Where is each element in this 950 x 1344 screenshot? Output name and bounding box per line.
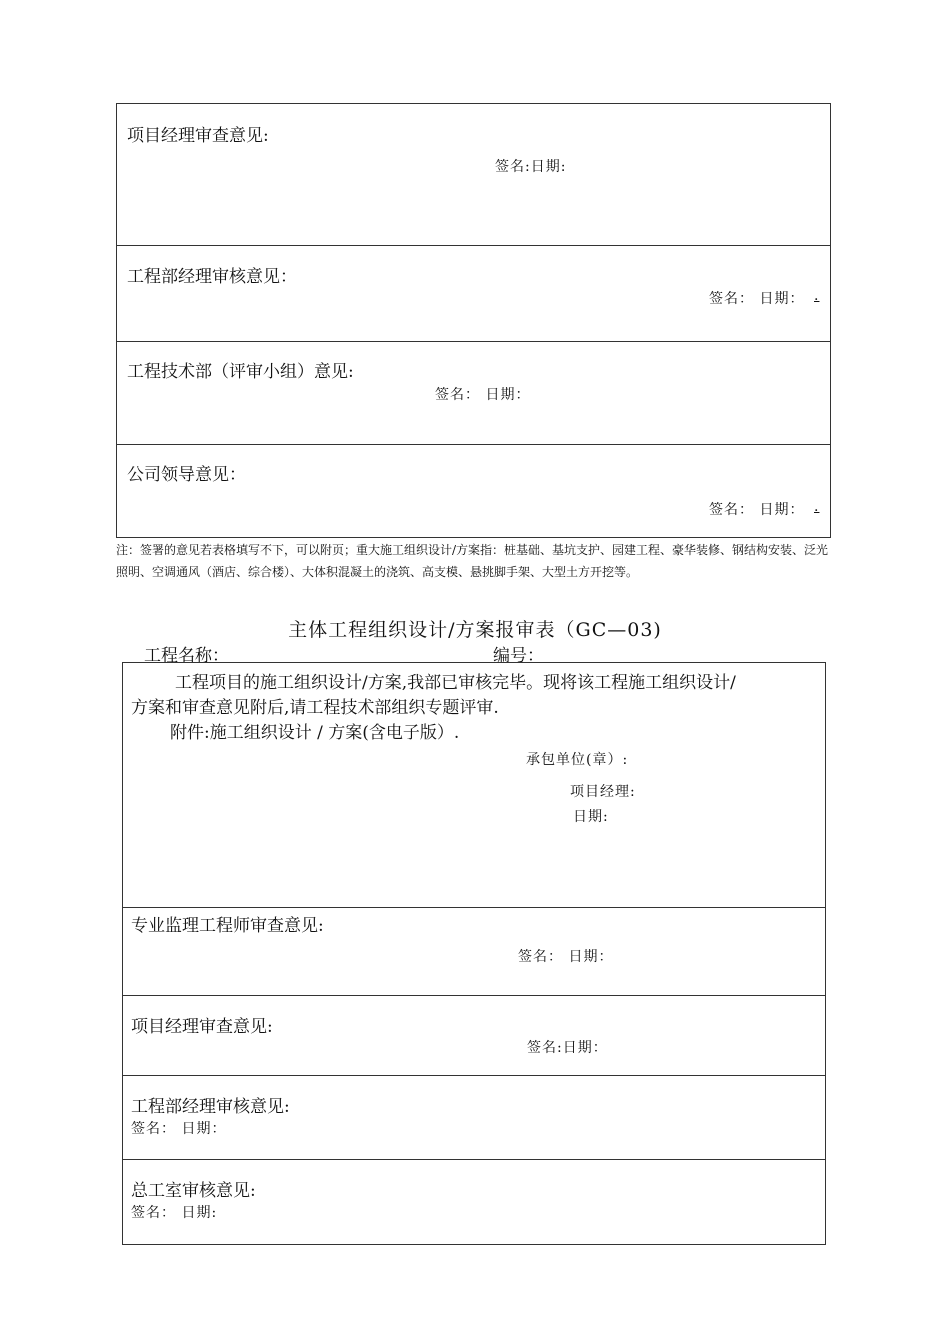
signature-date-field[interactable]: 签名： 日期: (131, 1205, 218, 1221)
row-label: 工程技术部（评审小组）意见: (127, 362, 354, 382)
row-supervisor-review (123, 908, 825, 996)
row-label: 项目经理审查意见: (131, 1017, 273, 1037)
row-project-manager-review (117, 104, 830, 246)
row-label: 工程部经理审核意见： (127, 267, 297, 287)
row-label: 工程部经理审核意见: (131, 1097, 290, 1117)
review-table-1 (116, 103, 831, 538)
row-label: 项目经理审查意见: (127, 126, 269, 146)
attachment-line: 附件:施工组织设计 / 方案(含电子版）. (170, 723, 460, 743)
date-blank[interactable]: . (814, 288, 820, 304)
row-submission (123, 663, 825, 908)
date-blank[interactable]: . (814, 499, 820, 515)
signature-date-field[interactable]: 签名:日期: (495, 159, 567, 175)
intro-line-1: 工程项目的施工组织设计/方案,我部已审核完毕。现将该工程施工组织设计/ (175, 673, 736, 693)
signature-date-field[interactable]: 签名:日期： (527, 1040, 608, 1056)
row-engineering-manager-review-2 (123, 1076, 825, 1160)
row-chief-engineer-review (123, 1160, 825, 1244)
intro-line-2: 方案和审查意见附后,请工程技术部组织专题评审. (131, 698, 499, 718)
row-label: 总工室审核意见: (131, 1181, 256, 1201)
date-field[interactable]: 日期: (573, 809, 609, 825)
row-project-manager-review-2 (123, 996, 825, 1076)
signature-date-field[interactable]: 签名： 日期： (709, 502, 805, 518)
review-table-2 (122, 662, 826, 1245)
signature-date-field[interactable]: 签名： 日期： (131, 1121, 227, 1137)
project-name-label: 工程名称： (144, 646, 229, 666)
footnote: 注：签署的意见若表格填写不下，可以附页；重大施工组织设计/方案指：桩基础、基坑支护、园建工程、豪华装修、钢结构安装、泛光照明、空调通风（酒店、综合楼）、大体积混凝土的浇筑、高支模、悬挑脚手架、大型土方开挖等。 (116, 543, 829, 579)
row-label: 公司领导意见： (127, 465, 246, 485)
contractor-seal-field[interactable]: 承包单位(章）: (526, 752, 629, 768)
row-company-leader-review (117, 445, 830, 537)
form-title: 主体工程组织设计/方案报审表（GC—03) (288, 619, 662, 641)
row-tech-department-review (117, 342, 830, 445)
row-label: 专业监理工程师审查意见: (131, 916, 324, 936)
signature-date-field[interactable]: 签名： 日期： (435, 387, 531, 403)
project-manager-field[interactable]: 项目经理: (570, 784, 636, 800)
signature-date-field[interactable]: 签名： 日期： (709, 291, 805, 307)
number-label: 编号： (493, 646, 544, 666)
row-engineering-manager-review (117, 246, 830, 342)
signature-date-field[interactable]: 签名： 日期： (518, 949, 614, 965)
